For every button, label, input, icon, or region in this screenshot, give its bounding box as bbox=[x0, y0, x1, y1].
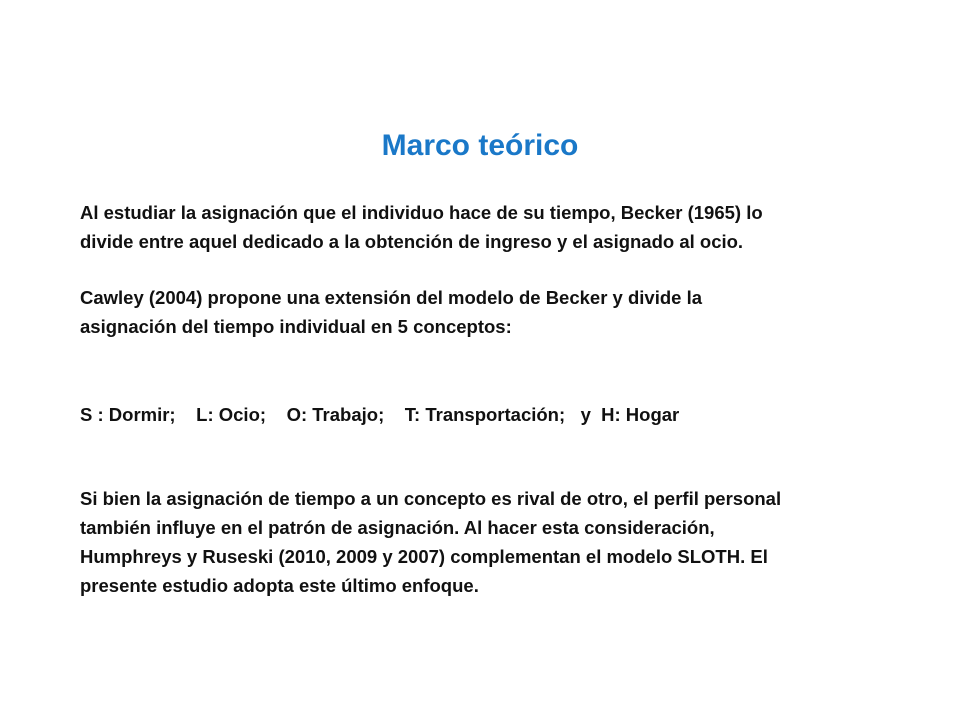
paragraph-line: Humphreys y Ruseski (2010, 2009 y 2007) complementan el modelo SLOTH. El bbox=[80, 546, 768, 567]
paragraph-line: divide entre aquel dedicado a la obtención de ingreso y el asignado al ocio. bbox=[80, 231, 744, 252]
paragraph-line: presente estudio adopta este último enfoque. bbox=[80, 575, 479, 596]
paragraph-line: asignación del tiempo individual en 5 conceptos: bbox=[80, 316, 512, 337]
paragraph-line: también influye en el patrón de asignación. Al hacer esta consideración, bbox=[80, 517, 715, 538]
paragraph-concepts bbox=[80, 400, 880, 429]
paragraph-cawley bbox=[80, 283, 880, 341]
paragraph-conclusion bbox=[80, 484, 880, 600]
paragraph-line: Si bien la asignación de tiempo a un concepto es rival de otro, el perfil personal bbox=[80, 488, 782, 509]
paragraph-line: Al estudiar la asignación que el individuo hace de su tiempo, Becker (1965) lo bbox=[80, 202, 763, 223]
paragraph-line: Cawley (2004) propone una extensión del modelo de Becker y divide la bbox=[80, 287, 702, 308]
concepts-list: S : Dormir; L: Ocio; O: Trabajo; T: Transportación; y H: Hogar bbox=[80, 404, 680, 425]
paragraph-becker bbox=[80, 198, 880, 256]
slide-title: Marco teórico bbox=[381, 129, 579, 162]
